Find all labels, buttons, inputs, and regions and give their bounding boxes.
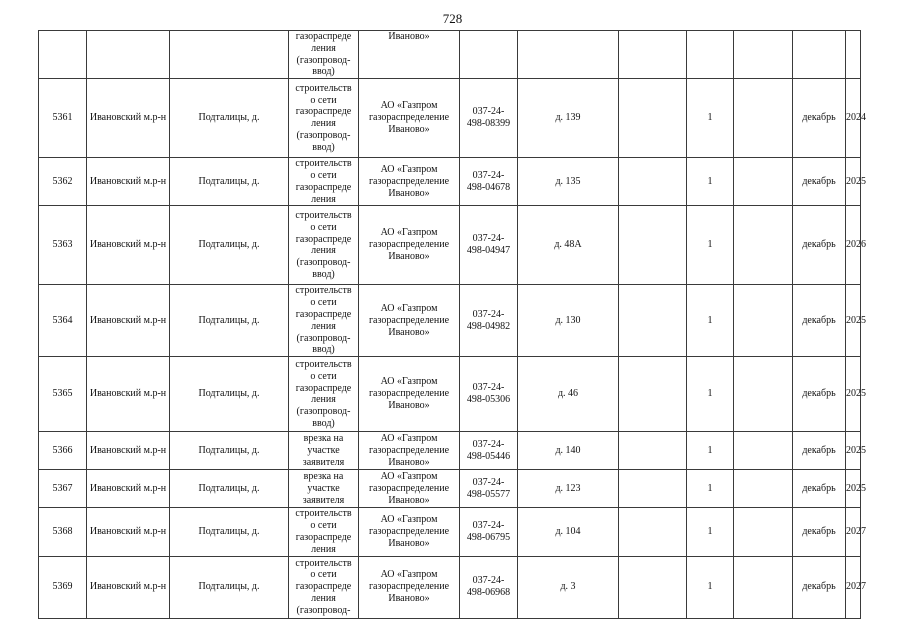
cell-district: Ивановский м.р-н — [87, 206, 170, 285]
cell-work-type: врезка на участке заявителя — [289, 470, 359, 508]
cell-blank — [619, 158, 687, 206]
cell-quantity: 1 — [687, 79, 734, 158]
cell-address: д. 140 — [518, 432, 619, 470]
cell-work-type: врезка на участке заявителя — [289, 432, 359, 470]
cell-district — [87, 31, 170, 79]
cell-settlement — [170, 31, 289, 79]
cell-quantity: 1 — [687, 158, 734, 206]
cell-settlement: Подталицы, д. — [170, 432, 289, 470]
cell-quantity: 1 — [687, 206, 734, 285]
cell-blank — [619, 285, 687, 357]
table-row — [39, 470, 861, 508]
cell-year: 2025 — [846, 158, 861, 206]
cell-blank — [619, 556, 687, 618]
table-body — [39, 31, 866, 619]
cell-work-type: строительств о сети газораспреде ления (газопровод- — [289, 556, 359, 618]
cell-settlement: Подталицы, д. — [170, 470, 289, 508]
cell-blank-2 — [734, 556, 793, 618]
cell-organization: АО «Газпром газораспределение Иваново» — [359, 79, 460, 158]
cell-address: д. 123 — [518, 470, 619, 508]
cell-blank-2 — [734, 206, 793, 285]
cell-month: декабрь — [793, 158, 846, 206]
cell-month: декабрь — [793, 508, 846, 556]
cell-id: 5361 — [39, 79, 87, 158]
cell-year: 2025 — [846, 357, 861, 432]
cell-id: 5369 — [39, 556, 87, 618]
cell-organization: АО «Газпром газораспределение Иваново» — [359, 285, 460, 357]
cell-year: 2025 — [846, 285, 861, 357]
cell-year: 2025 — [846, 432, 861, 470]
cell-month: декабрь — [793, 79, 846, 158]
cell-blank-2 — [734, 508, 793, 556]
cell-blank — [619, 432, 687, 470]
cell-district: Ивановский м.р-н — [87, 470, 170, 508]
cell-settlement: Подталицы, д. — [170, 357, 289, 432]
cell-code: 037-24- 498-04678 — [460, 158, 518, 206]
cell-blank-2 — [734, 357, 793, 432]
cell-blank — [619, 206, 687, 285]
cell-address — [518, 31, 619, 79]
cell-id: 5363 — [39, 206, 87, 285]
table-row — [39, 508, 861, 556]
cell-id: 5362 — [39, 158, 87, 206]
cell-address: д. 3 — [518, 556, 619, 618]
cell-address: д. 48А — [518, 206, 619, 285]
cell-organization: АО «Газпром газораспределение Иваново» — [359, 158, 460, 206]
cell-code: 037-24- 498-04982 — [460, 285, 518, 357]
cell-code: 037-24- 498-06968 — [460, 556, 518, 618]
cell-blank-2 — [734, 31, 793, 79]
table-row — [39, 285, 861, 357]
cell-organization: АО «Газпром газораспределение Иваново» — [359, 556, 460, 618]
cell-code: 037-24- 498-08399 — [460, 79, 518, 158]
cell-organization: АО «Газпром газораспределение Иваново» — [359, 508, 460, 556]
cell-district: Ивановский м.р-н — [87, 432, 170, 470]
cell-id: 5366 — [39, 432, 87, 470]
cell-work-type: строительств о сети газораспреде ления (газопровод- ввод) — [289, 206, 359, 285]
cell-code: 037-24- 498-04947 — [460, 206, 518, 285]
cell-month: декабрь — [793, 285, 846, 357]
cell-district: Ивановский м.р-н — [87, 357, 170, 432]
cell-id: 5368 — [39, 508, 87, 556]
cell-id — [39, 31, 87, 79]
cell-blank-2 — [734, 470, 793, 508]
cell-blank — [619, 31, 687, 79]
cell-blank-2 — [734, 432, 793, 470]
cell-year: 2027 — [846, 508, 861, 556]
cell-quantity: 1 — [687, 508, 734, 556]
cell-work-type: строительств о сети газораспреде ления (газопровод- ввод) — [289, 357, 359, 432]
cell-work-type: строительств о сети газораспреде ления — [289, 508, 359, 556]
cell-blank-2 — [734, 79, 793, 158]
cell-organization: Иваново» — [359, 31, 460, 79]
cell-month: декабрь — [793, 206, 846, 285]
cell-settlement: Подталицы, д. — [170, 285, 289, 357]
cell-work-type: строительств о сети газораспреде ления (газопровод- ввод) — [289, 79, 359, 158]
cell-organization: АО «Газпром газораспределение Иваново» — [359, 206, 460, 285]
cell-blank — [619, 470, 687, 508]
cell-month: декабрь — [793, 470, 846, 508]
table-row — [39, 206, 861, 285]
table-row-continuation — [39, 31, 861, 79]
cell-blank — [619, 508, 687, 556]
cell-district: Ивановский м.р-н — [87, 285, 170, 357]
cell-code: 037-24- 498-05446 — [460, 432, 518, 470]
cell-blank — [619, 79, 687, 158]
cell-code: 037-24- 498-05306 — [460, 357, 518, 432]
cell-settlement: Подталицы, д. — [170, 158, 289, 206]
cell-id: 5364 — [39, 285, 87, 357]
cell-address: д. 130 — [518, 285, 619, 357]
cell-quantity: 1 — [687, 432, 734, 470]
table-row — [39, 357, 861, 432]
cell-district: Ивановский м.р-н — [87, 556, 170, 618]
cell-quantity: 1 — [687, 556, 734, 618]
cell-code: 037-24- 498-06795 — [460, 508, 518, 556]
cell-quantity: 1 — [687, 285, 734, 357]
cell-quantity: 1 — [687, 470, 734, 508]
table-row — [39, 556, 861, 618]
cell-address: д. 46 — [518, 357, 619, 432]
cell-quantity — [687, 31, 734, 79]
cell-blank — [619, 357, 687, 432]
cell-settlement: Подталицы, д. — [170, 79, 289, 158]
cell-work-type: газораспреде ления (газопровод- ввод) — [289, 31, 359, 79]
cell-organization: АО «Газпром газораспределение Иваново» — [359, 470, 460, 508]
cell-district: Ивановский м.р-н — [87, 158, 170, 206]
cell-address: д. 139 — [518, 79, 619, 158]
table-row — [39, 158, 861, 206]
cell-code — [460, 31, 518, 79]
cell-work-type: строительств о сети газораспреде ления (газопровод- ввод) — [289, 285, 359, 357]
cell-month: декабрь — [793, 432, 846, 470]
cell-work-type: строительств о сети газораспреде ления — [289, 158, 359, 206]
cell-organization: АО «Газпром газораспределение Иваново» — [359, 357, 460, 432]
cell-code: 037-24- 498-05577 — [460, 470, 518, 508]
cell-year: 2026 — [846, 206, 861, 285]
cell-settlement: Подталицы, д. — [170, 508, 289, 556]
cell-year: 2024 — [846, 79, 861, 158]
table-row — [39, 432, 861, 470]
cell-district: Ивановский м.р-н — [87, 508, 170, 556]
cell-year — [846, 31, 861, 79]
cell-year: 2027 — [846, 556, 861, 618]
cell-id: 5367 — [39, 470, 87, 508]
cell-month — [793, 31, 846, 79]
cell-blank-2 — [734, 285, 793, 357]
cell-year: 2025 — [846, 470, 861, 508]
cell-organization: АО «Газпром газораспределение Иваново» — [359, 432, 460, 470]
cell-address: д. 135 — [518, 158, 619, 206]
cell-settlement: Подталицы, д. — [170, 556, 289, 618]
registry-table — [38, 30, 866, 619]
page-number: 728 — [442, 11, 463, 26]
cell-address: д. 104 — [518, 508, 619, 556]
cell-month: декабрь — [793, 556, 846, 618]
cell-id: 5365 — [39, 357, 87, 432]
cell-blank-2 — [734, 158, 793, 206]
cell-quantity: 1 — [687, 357, 734, 432]
cell-month: декабрь — [793, 357, 846, 432]
table-row — [39, 79, 861, 158]
cell-settlement: Подталицы, д. — [170, 206, 289, 285]
cell-district: Ивановский м.р-н — [87, 79, 170, 158]
